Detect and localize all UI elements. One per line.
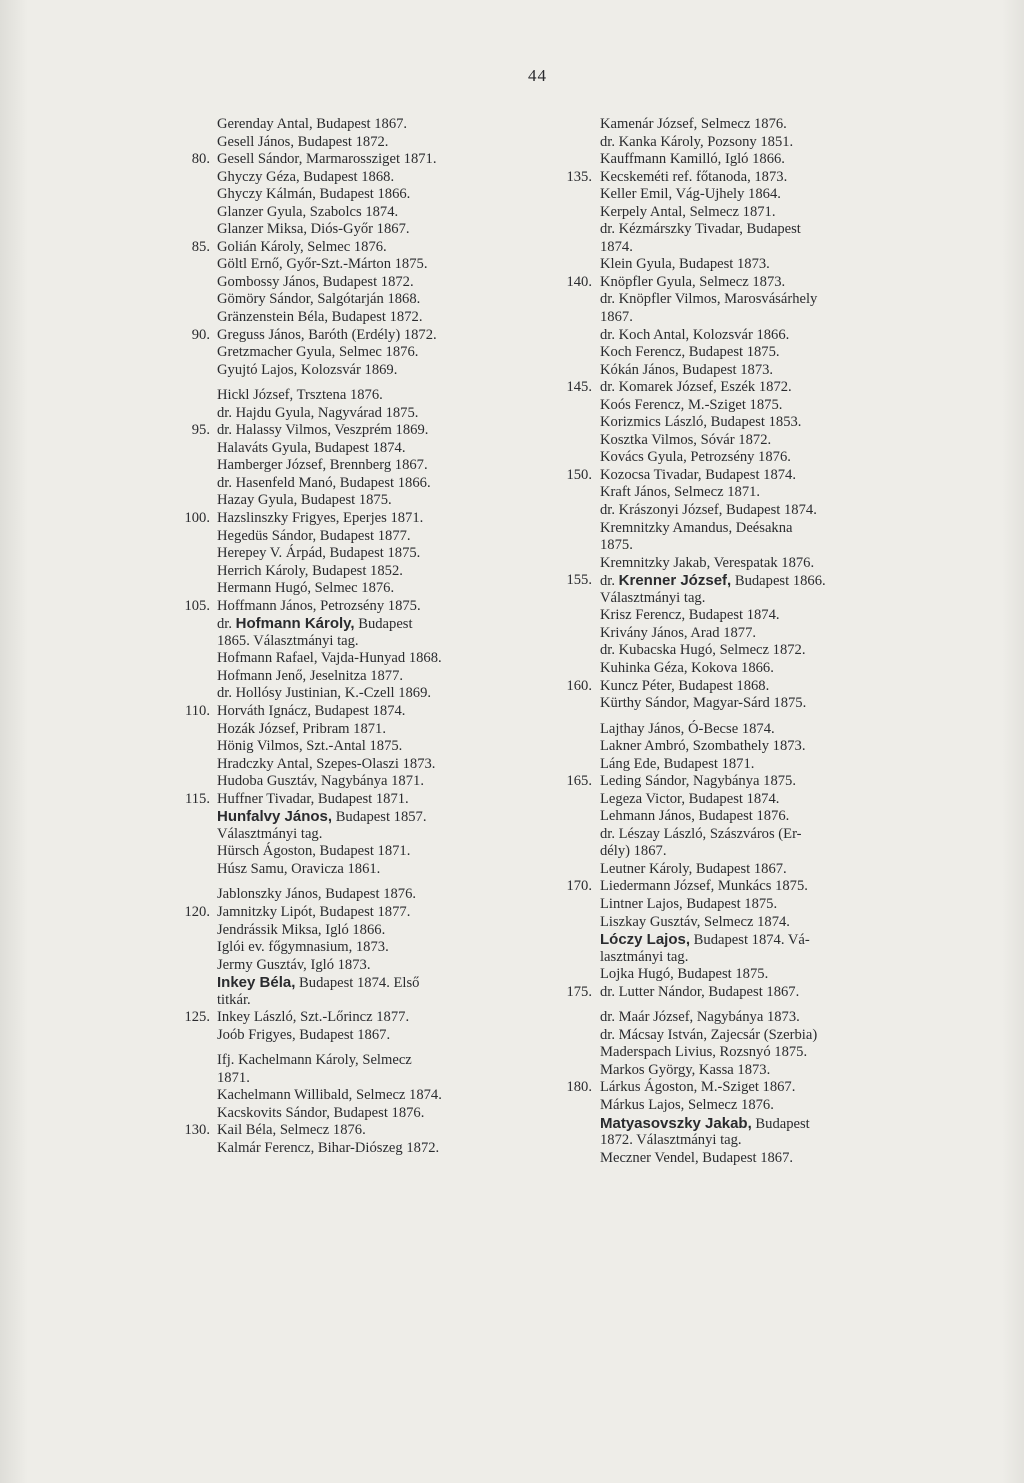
member-entry	[550, 1044, 910, 1062]
entry-text: 1867.	[600, 309, 633, 326]
member-entry	[166, 528, 546, 546]
entry-text: dr. Komarek József, Eszék 1872.	[600, 379, 792, 396]
entry-text: Kauffmann Kamilló, Igló 1866.	[600, 151, 785, 168]
member-entry	[550, 204, 910, 222]
entry-text: Koch Ferencz, Budapest 1875.	[600, 344, 780, 361]
entry-text: Választmányi tag.	[600, 589, 706, 606]
member-entry	[166, 563, 546, 581]
entry-text: Markos György, Kassa 1873.	[600, 1061, 771, 1078]
member-entry	[550, 291, 910, 309]
member-entry	[166, 904, 546, 922]
member-entry	[166, 1105, 546, 1123]
entry-text: Ifj. Kachelmann Károly, Selmecz	[217, 1052, 412, 1069]
member-entry	[550, 537, 910, 555]
member-entry	[550, 449, 910, 467]
entry-text: titkár.	[217, 991, 251, 1008]
entry-text: Lintner Lajos, Budapest 1875.	[600, 896, 778, 913]
entry-number: 80.	[191, 151, 210, 168]
member-entry	[166, 422, 546, 440]
member-entry	[550, 362, 910, 380]
member-entry	[550, 502, 910, 520]
entry-text: Hazay Gyula, Budapest 1875.	[217, 492, 392, 509]
member-entry	[550, 1097, 910, 1115]
entry-text: dr. Krászonyi József, Budapest 1874.	[600, 502, 817, 519]
member-entry	[166, 633, 546, 651]
entry-text: Kraft János, Selmecz 1871.	[600, 484, 761, 501]
entry-text: Kecskeméti ref. főtanoda, 1873.	[600, 168, 788, 185]
member-entry	[166, 510, 546, 528]
member-entry	[166, 116, 546, 134]
entry-text: Legeza Victor, Budapest 1874.	[600, 790, 780, 807]
member-entry	[166, 738, 546, 756]
member-entry	[550, 186, 910, 204]
entry-text: 1872. Választmányi tag.	[600, 1132, 742, 1149]
member-entry	[166, 721, 546, 739]
entry-text: dély) 1867.	[600, 843, 667, 860]
member-entry	[550, 756, 910, 774]
entry-text: Iglói ev. főgymnasium, 1873.	[217, 939, 389, 956]
member-entry	[550, 1079, 910, 1097]
member-entry	[550, 327, 910, 345]
entry-bold-name: Hunfalvy János,	[217, 808, 333, 826]
member-entry	[166, 1140, 546, 1158]
entry-number: 175.	[566, 983, 592, 1000]
entry-bold-name: Inkey Béla,	[217, 974, 296, 992]
member-entry	[166, 327, 546, 345]
entry-text: Kachelmann Willibald, Selmecz 1874.	[217, 1087, 442, 1104]
entry-suffix: Budapest 1857.	[332, 809, 427, 826]
entry-text: Kerpely Antal, Selmecz 1871.	[600, 203, 776, 220]
entry-number: 90.	[191, 326, 210, 343]
entry-bold-name: Lóczy Lajos,	[600, 931, 691, 949]
member-entry	[550, 484, 910, 502]
entry-number: 125.	[184, 1009, 210, 1026]
member-entry	[550, 808, 910, 826]
entry-number: 110.	[185, 703, 210, 719]
member-entry	[166, 861, 546, 879]
member-entry	[166, 440, 546, 458]
entry-text: Gömöry Sándor, Salgótarján 1868.	[217, 291, 421, 308]
member-entry	[550, 274, 910, 292]
member-entry	[550, 843, 910, 861]
member-entry	[166, 580, 546, 598]
member-entry	[166, 808, 546, 826]
member-entry	[550, 221, 910, 239]
entry-text	[600, 572, 826, 591]
entry-text: Gombossy János, Budapest 1872.	[217, 273, 414, 290]
entry-text: Golián Károly, Selmec 1876.	[217, 238, 387, 255]
entry-text: Herrich Károly, Budapest 1852.	[217, 562, 403, 579]
member-entry	[166, 151, 546, 169]
entry-text: Jamnitzky Lipót, Budapest 1877.	[217, 903, 411, 920]
member-entry	[166, 1122, 546, 1140]
entry-text: Huffner Tivadar, Budapest 1871.	[217, 790, 409, 807]
member-entry	[166, 291, 546, 309]
member-entry	[550, 1062, 910, 1080]
entry-number: 130.	[184, 1122, 210, 1139]
entry-suffix: Budapest 1874. Vá-	[690, 932, 810, 949]
entry-text: Márkus Lajos, Selmecz 1876.	[600, 1096, 774, 1113]
entry-text: Kókán János, Budapest 1873.	[600, 361, 774, 378]
entry-text: Jablonszky János, Budapest 1876.	[217, 886, 417, 903]
member-entry	[166, 1027, 546, 1045]
entry-text: Klein Gyula, Budapest 1873.	[600, 256, 770, 273]
entry-text: Krivány János, Arad 1877.	[600, 624, 757, 641]
entry-number: 180.	[566, 1079, 592, 1096]
entry-number: 150.	[566, 466, 592, 483]
entry-text: Gesell Sándor, Marmarossziget 1871.	[217, 151, 437, 168]
member-entry	[550, 949, 910, 967]
entry-text: Gretzmacher Gyula, Selmec 1876.	[217, 344, 419, 361]
member-entry	[550, 397, 910, 415]
entry-number: 165.	[566, 773, 592, 790]
entry-text: Kail Béla, Selmecz 1876.	[217, 1122, 366, 1139]
member-entry	[166, 362, 546, 380]
entry-text: Gyujtó Lajos, Kolozsvár 1869.	[217, 361, 398, 378]
member-entry	[550, 966, 910, 984]
member-entry	[550, 151, 910, 169]
member-entry	[166, 756, 546, 774]
left-column-member-list	[166, 116, 546, 1158]
member-entry	[166, 186, 546, 204]
member-entry	[166, 545, 546, 563]
entry-bold-name: Krenner József,	[618, 572, 732, 590]
member-entry	[550, 660, 910, 678]
entry-text: Kovács Gyula, Petrozsény 1876.	[600, 449, 791, 466]
entry-text: Jermy Gusztáv, Igló 1873.	[217, 956, 371, 973]
member-entry	[166, 457, 546, 475]
entry-number: 135.	[566, 168, 592, 185]
entry-text: Hürsch Ágoston, Budapest 1871.	[217, 843, 411, 860]
entry-text: Krisz Ferencz, Budapest 1874.	[600, 607, 780, 624]
entry-text: Kacskovits Sándor, Budapest 1876.	[217, 1104, 425, 1121]
entry-text: Keller Emil, Vág-Ujhely 1864.	[600, 186, 781, 203]
entry-text: Választmányi tag.	[217, 825, 323, 842]
member-entry	[166, 598, 546, 616]
entry-text: Korizmics László, Budapest 1853.	[600, 414, 802, 431]
entry-number: 85.	[191, 238, 210, 255]
member-entry	[166, 615, 546, 633]
member-entry	[166, 922, 546, 940]
member-entry	[550, 1150, 910, 1168]
member-entry	[166, 1087, 546, 1105]
member-entry	[166, 256, 546, 274]
member-entry	[166, 791, 546, 809]
entry-text: Göltl Ernő, Győr-Szt.-Márton 1875.	[217, 256, 428, 273]
member-entry	[166, 826, 546, 844]
member-entry	[550, 791, 910, 809]
entry-number: 120.	[184, 903, 210, 920]
entry-text: 1865. Választmányi tag.	[217, 632, 359, 649]
right-column-member-list	[550, 116, 910, 1167]
member-entry	[166, 405, 546, 423]
entry-text: Kalmár Ferencz, Bihar-Diószeg 1872.	[217, 1140, 440, 1157]
member-entry	[166, 703, 546, 721]
member-entry	[166, 773, 546, 791]
entry-number: 115.	[185, 790, 210, 807]
entry-number: 95.	[191, 422, 210, 439]
member-entry	[550, 1115, 910, 1133]
entry-suffix: Budapest	[354, 616, 413, 633]
member-entry	[166, 239, 546, 257]
entry-text: dr. Lészay László, Szászváros (Er-	[600, 825, 802, 842]
entry-text	[600, 931, 810, 950]
entry-text: Kürthy Sándor, Magyar-Sárd 1875.	[600, 695, 807, 712]
entry-text: Kremnitzky Jakab, Verespatak 1876.	[600, 554, 815, 571]
entry-text: Glanzer Gyula, Szabolcs 1874.	[217, 203, 399, 220]
member-entry	[550, 931, 910, 949]
member-entry	[166, 344, 546, 362]
entry-text: Kamenár József, Selmecz 1876.	[600, 116, 787, 132]
member-entry	[550, 169, 910, 187]
entry-text: dr. Hollósy Justinian, K.-Czell 1869.	[217, 685, 432, 702]
entry-suffix: Budapest 1866.	[731, 573, 826, 590]
entry-number: 105.	[184, 597, 210, 614]
member-entry	[550, 861, 910, 879]
entry-text: dr. Kubacska Hugó, Selmecz 1872.	[600, 642, 806, 659]
entry-text: 1875.	[600, 537, 633, 554]
entry-text: Gränzenstein Béla, Budapest 1872.	[217, 309, 423, 326]
entry-text: Hofmann Jenő, Jeselnitza 1877.	[217, 667, 404, 684]
member-entry	[166, 668, 546, 686]
entry-text: Kremnitzky Amandus, Deésakna	[600, 519, 793, 536]
entry-text: Inkey László, Szt.-Lőrincz 1877.	[217, 1009, 410, 1026]
member-entry	[166, 939, 546, 957]
entry-text: Ghyczy Kálmán, Budapest 1866.	[217, 186, 411, 203]
entry-text: Maderspach Livius, Rozsnyó 1875.	[600, 1044, 808, 1061]
entry-text	[217, 615, 413, 634]
member-entry	[166, 274, 546, 292]
member-entry	[550, 625, 910, 643]
entry-text: Glanzer Miksa, Diós-Győr 1867.	[217, 221, 410, 238]
member-entry	[166, 974, 546, 992]
member-entry	[550, 826, 910, 844]
entry-text	[217, 974, 419, 993]
member-entry	[550, 379, 910, 397]
entry-text: dr. Hajdu Gyula, Nagyvárad 1875.	[217, 404, 419, 421]
entry-text: Gesell János, Budapest 1872.	[217, 133, 389, 150]
member-entry	[550, 984, 910, 1002]
entry-text	[600, 1115, 810, 1134]
member-entry	[166, 204, 546, 222]
entry-text: dr. Knöpfler Vilmos, Marosvásárhely	[600, 291, 818, 308]
entry-text: 1874.	[600, 238, 633, 255]
entry-text: Joób Frigyes, Budapest 1867.	[217, 1026, 391, 1043]
entry-text: Meczner Vendel, Budapest 1867.	[600, 1149, 794, 1166]
member-entry	[550, 344, 910, 362]
entry-text: Hoffmann János, Petrozsény 1875.	[217, 597, 421, 614]
member-entry	[550, 607, 910, 625]
member-entry	[550, 1132, 910, 1150]
member-entry	[550, 116, 910, 134]
entry-text: lasztmányi tag.	[600, 948, 689, 965]
entry-text: Hozák József, Pribram 1871.	[217, 720, 387, 737]
member-entry	[166, 685, 546, 703]
entry-number: 155.	[566, 572, 592, 589]
member-entry	[550, 914, 910, 932]
member-entry	[550, 134, 910, 152]
member-entry	[550, 678, 910, 696]
entry-text: Kuhinka Géza, Kokova 1866.	[600, 659, 774, 676]
entry-number: 160.	[566, 677, 592, 694]
entry-text: Knöpfler Gyula, Selmecz 1873.	[600, 273, 786, 290]
member-entry	[550, 572, 910, 590]
member-entry	[550, 555, 910, 573]
entry-text: dr. Koch Antal, Kolozsvár 1866.	[600, 326, 790, 343]
entry-text: Horváth Ignácz, Budapest 1874.	[217, 703, 406, 719]
entry-text: Greguss János, Baróth (Erdély) 1872.	[217, 326, 437, 343]
entry-text: Liszkay Gusztáv, Selmecz 1874.	[600, 913, 790, 930]
entry-text: Lakner Ambró, Szombathely 1873.	[600, 738, 806, 755]
entry-suffix: Budapest	[751, 1115, 810, 1132]
member-entry	[550, 738, 910, 756]
member-entry	[166, 492, 546, 510]
member-entry	[550, 773, 910, 791]
member-entry	[166, 1009, 546, 1027]
entry-text: Gerenday Antal, Budapest 1867.	[217, 116, 408, 132]
entry-text: Láng Ede, Budapest 1871.	[600, 755, 755, 772]
member-entry	[166, 843, 546, 861]
member-entry	[550, 432, 910, 450]
entry-text: dr. Maár József, Nagybánya 1873.	[600, 1009, 800, 1026]
member-entry	[550, 896, 910, 914]
member-entry	[550, 1001, 910, 1027]
entry-bold-name: Hofmann Károly,	[235, 615, 355, 633]
entry-number: 145.	[566, 379, 592, 396]
entry-text	[217, 808, 427, 827]
member-entry	[166, 309, 546, 327]
entry-text: Hönig Vilmos, Szt.-Antal 1875.	[217, 738, 403, 755]
member-entry	[550, 239, 910, 257]
entry-text: Ghyczy Géza, Budapest 1868.	[217, 168, 395, 185]
member-entry	[550, 309, 910, 327]
entry-text: dr. Hasenfeld Manó, Budapest 1866.	[217, 474, 431, 491]
entry-bold-name: Matyasovszky Jakab,	[600, 1114, 752, 1132]
entry-text: dr. Kézmárszky Tivadar, Budapest	[600, 221, 801, 238]
member-entry	[166, 878, 546, 904]
entry-text: Lárkus Ágoston, M.-Sziget 1867.	[600, 1079, 796, 1096]
member-entry	[550, 695, 910, 713]
member-entry	[550, 642, 910, 660]
entry-suffix: Budapest 1874. Első	[295, 975, 420, 992]
entry-text: Kuncz Péter, Budapest 1868.	[600, 677, 770, 694]
entry-text: Lehmann János, Budapest 1876.	[600, 808, 790, 825]
entry-text: Lajthay János, Ó-Becse 1874.	[600, 720, 775, 737]
member-entry	[550, 590, 910, 608]
entry-text: Hamberger József, Brennberg 1867.	[217, 457, 428, 474]
entry-text: Hudoba Gusztáv, Nagybánya 1871.	[217, 773, 424, 790]
member-entry	[550, 713, 910, 739]
entry-text: Húsz Samu, Oravicza 1861.	[217, 860, 381, 877]
entry-text: Halaváts Gyula, Budapest 1874.	[217, 439, 406, 456]
entry-text: dr. Mácsay István, Zajecsár (Szerbia)	[600, 1026, 818, 1043]
member-entry	[166, 379, 546, 405]
member-entry	[166, 1070, 546, 1088]
member-entry	[166, 957, 546, 975]
member-entry	[550, 467, 910, 485]
entry-text: Leding Sándor, Nagybánya 1875.	[600, 773, 796, 790]
entry-number: 100.	[184, 509, 210, 526]
member-entry	[550, 414, 910, 432]
entry-text: dr. Kanka Károly, Pozsony 1851.	[600, 133, 794, 150]
member-entry	[166, 992, 546, 1010]
entry-text: Hofmann Rafael, Vajda-Hunyad 1868.	[217, 650, 442, 667]
entry-text: Leutner Károly, Budapest 1867.	[600, 860, 787, 877]
entry-text: Hermann Hugó, Selmec 1876.	[217, 580, 395, 597]
entry-prefix: dr.	[600, 573, 619, 590]
entry-text: dr. Halassy Vilmos, Veszprém 1869.	[217, 422, 429, 439]
entry-text: Koós Ferencz, M.-Sziget 1875.	[600, 396, 783, 413]
member-entry	[550, 256, 910, 274]
page-number: 44	[528, 66, 547, 85]
entry-number: 170.	[566, 878, 592, 895]
entry-text: 1871.	[217, 1069, 250, 1086]
entry-text: Hazslinszky Frigyes, Eperjes 1871.	[217, 509, 424, 526]
member-entry	[166, 475, 546, 493]
entry-text: Kosztka Vilmos, Sóvár 1872.	[600, 431, 772, 448]
member-entry	[550, 520, 910, 538]
entry-text: Herepey V. Árpád, Budapest 1875.	[217, 545, 421, 562]
entry-text: Hradczky Antal, Szepes-Olaszi 1873.	[217, 755, 436, 772]
entry-text: Hickl József, Trsztena 1876.	[217, 387, 383, 404]
entry-text: Liedermann József, Munkács 1875.	[600, 878, 808, 895]
entry-text: dr. Lutter Nándor, Budapest 1867.	[600, 983, 800, 1000]
member-entry	[166, 650, 546, 668]
entry-text: Hegedüs Sándor, Budapest 1877.	[217, 527, 411, 544]
member-entry	[166, 221, 546, 239]
member-entry	[550, 878, 910, 896]
member-entry	[166, 134, 546, 152]
entry-text: Kozocsa Tivadar, Budapest 1874.	[600, 466, 797, 483]
member-entry	[166, 169, 546, 187]
entry-text: Jendrássik Miksa, Igló 1866.	[217, 921, 386, 938]
member-entry	[550, 1027, 910, 1045]
entry-prefix: dr.	[217, 616, 236, 633]
member-entry	[166, 1044, 546, 1070]
entry-text: Lojka Hugó, Budapest 1875.	[600, 966, 769, 983]
entry-number: 140.	[566, 273, 592, 290]
